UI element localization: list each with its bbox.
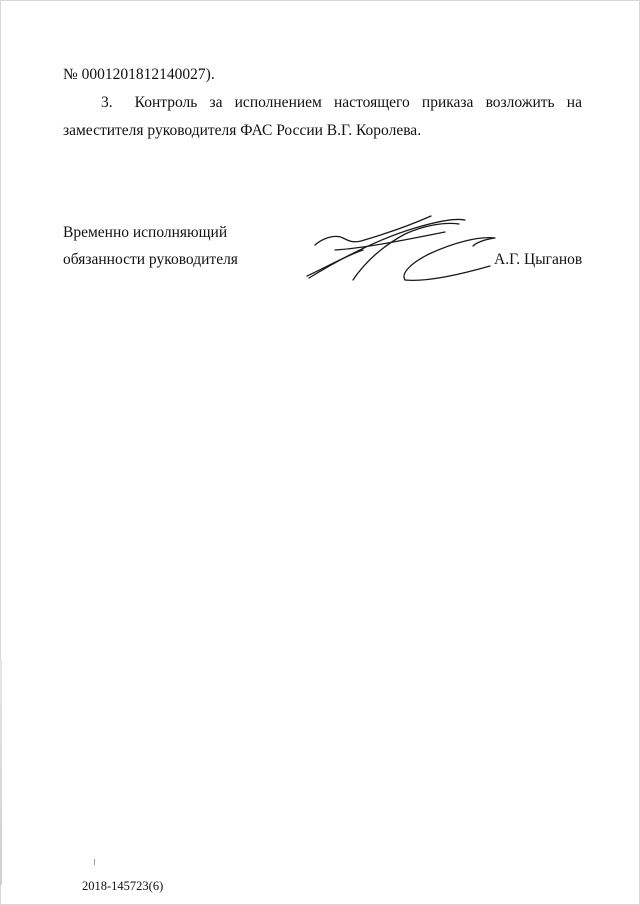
word: возложить — [485, 94, 555, 111]
signer-name: А.Г. Цыганов — [494, 251, 583, 268]
reference-number-line: № 0001201812140027). — [63, 66, 215, 83]
signer-title-line-2: обязанности руководителя — [63, 251, 238, 268]
word: Контроль — [134, 94, 198, 111]
word: настоящего — [334, 94, 410, 111]
paragraph-3-text — [135, 94, 582, 112]
scan-speck — [94, 859, 95, 865]
word: исполнением — [234, 94, 322, 111]
paragraph-3-number: 3. — [101, 94, 113, 111]
paragraph-3-continuation: заместителя руководителя ФАС России В.Г. Королева. — [63, 122, 422, 139]
signer-title-line-1: Временно исполняющий — [63, 224, 228, 241]
word: за — [209, 94, 223, 111]
document-registration-code: 2018-145723(6) — [82, 879, 164, 893]
word: приказа — [421, 94, 474, 111]
paragraph-3 — [63, 94, 582, 112]
scan-edge-shadow — [0, 660, 2, 885]
word: на — [566, 94, 582, 111]
handwritten-signature — [305, 210, 500, 285]
